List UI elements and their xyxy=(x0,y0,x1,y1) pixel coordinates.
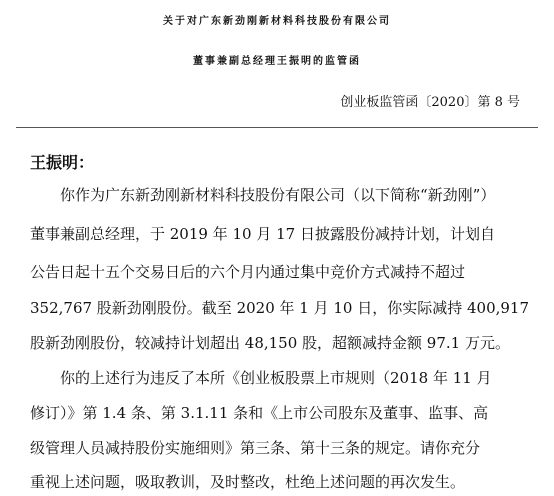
paragraph-2-line-2: 修订）》第 1.4 条、第 3.1.11 条和《上市公司股东及董事、监事、高 xyxy=(30,404,489,422)
document-title-line-1: 关于对广东新劲刚新材料科技股份有限公司 xyxy=(163,16,391,27)
paragraph-1-line-1: 你作为广东新劲刚新材料科技股份有限公司（以下简称“新劲刚”） xyxy=(60,186,496,204)
document-title-line-2: 董事兼副总经理王振明的监管函 xyxy=(193,56,361,67)
paragraph-2-line-3: 级管理人员减持股份实施细则》第三条、第十三条的规定。请你充分 xyxy=(30,439,481,457)
paragraph-1-line-3: 公告日起十五个交易日后的六个月内通过集中竞价方式减持不超过 xyxy=(30,263,466,281)
salutation: 王振明： xyxy=(30,153,95,172)
document-number: 创业板监管函〔2020〕第 8 号 xyxy=(340,95,520,110)
paragraph-1-line-2: 董事兼副总经理，于 2019 年 10 月 17 日披露股份减持计划，计划自 xyxy=(30,225,495,243)
paragraph-1-line-5: 股新劲刚股份，较减持计划超出 48,150 股，超额减持金额 97.1 万元。 xyxy=(30,334,510,352)
paragraph-2-line-1: 你的上述行为违反了本所《创业板股票上市规则（2018 年 11 月 xyxy=(60,369,492,387)
paragraph-1-line-4: 352,767 股新劲刚股份。截至 2020 年 1 月 10 日，你实际减持 400,917 xyxy=(30,299,530,317)
paragraph-2-line-4: 重视上述问题，吸取教训，及时整改，杜绝上述问题的再次发生。 xyxy=(30,473,466,491)
header-divider xyxy=(16,127,538,128)
